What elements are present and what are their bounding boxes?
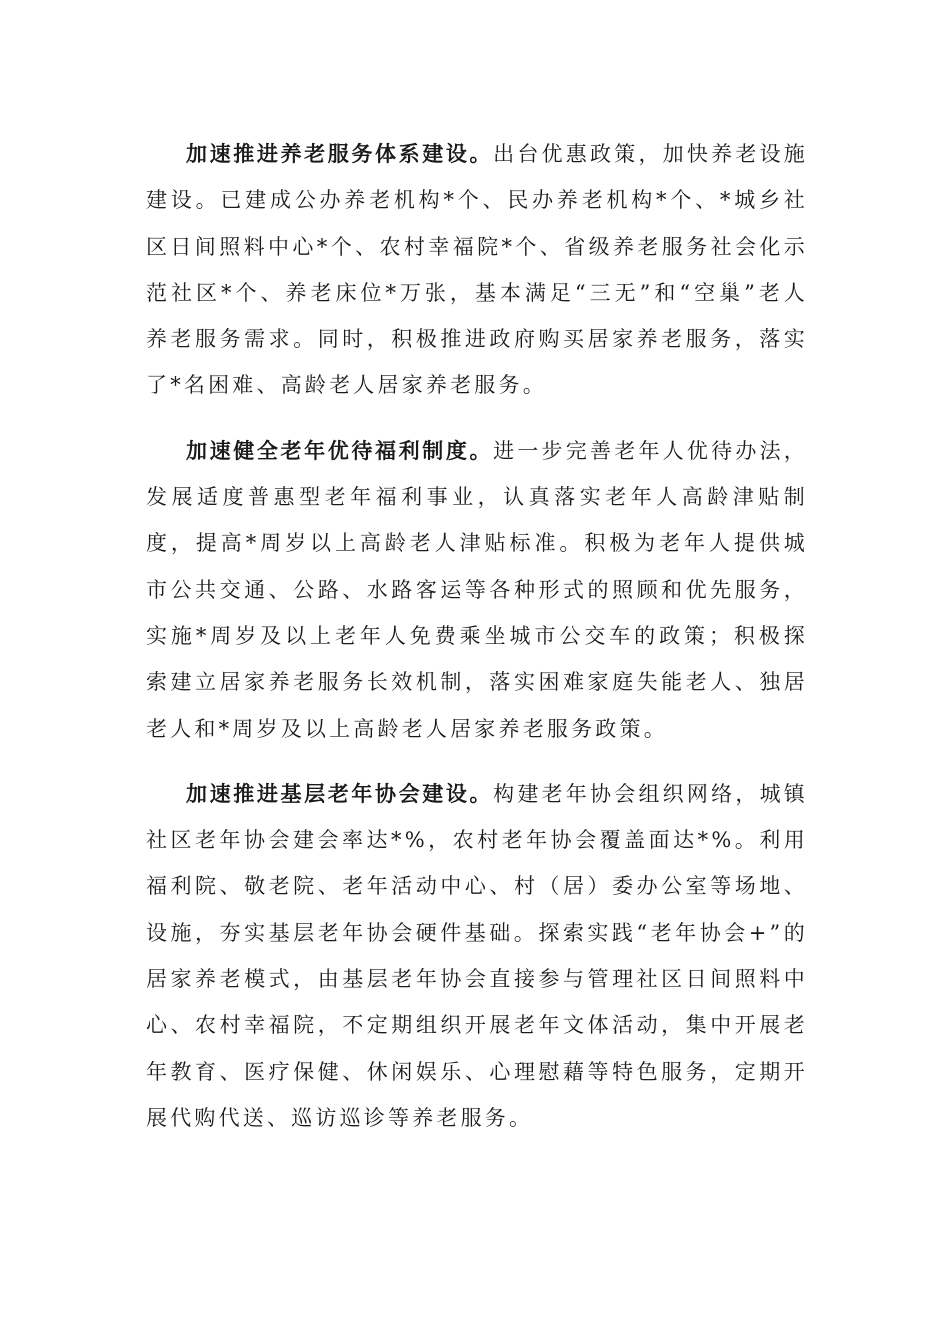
- paragraph-body: 构建老年协会组织网络，城镇社区老年协会建会率达*%，农村老年协会覆盖面达*%。利用福利院、敬老院、老年活动中心、村（居）委办公室等场地、设施，夯实基层老年协会硬件基础。探索实践“老年协会+”的居家养老模式，由基层老年协会直接参与管理社区日间照料中心、农村幸福院，不定期组织开展老年文体活动，集中开展老年教育、医疗保健、休闲娱乐、心理慰藉等特色服务，定期开展代购代送、巡访巡诊等养老服务。: [146, 781, 808, 1130]
- document-page: [146, 131, 808, 1160]
- paragraph-elderly-association: [146, 771, 808, 1141]
- paragraph-body: 出台优惠政策，加快养老设施建设。已建成公办养老机构*个、民办养老机构*个、*城乡社区日间照料中心*个、农村幸福院*个、省级养老服务社会化示范社区*个、养老床位*万张，基本满足“三无”和“空巢”老人养老服务需求。同时，积极推进政府购买居家养老服务，落实了*名困难、高龄老人居家养老服务。: [146, 142, 808, 398]
- paragraph-heading: 加速健全老年优待福利制度。: [186, 438, 494, 463]
- paragraph-heading: 加速推进基层老年协会建设。: [186, 781, 494, 806]
- paragraph-heading: 加速推进养老服务体系建设。: [186, 142, 494, 166]
- paragraph-elderly-service-system: [146, 131, 808, 409]
- paragraph-body: 进一步完善老年人优待办法，发展适度普惠型老年福利事业，认真落实老年人高龄津贴制度，提高*周岁以上高龄老人津贴标准。积极为老年人提供城市公共交通、公路、水路客运等各种形式的照顾和优先服务，实施*周岁及以上老年人免费乘坐城市公交车的政策；积极探索建立居家养老服务长效机制，落实困难家庭失能老人、独居老人和*周岁及以上高龄老人居家养老服务政策。: [146, 438, 808, 741]
- paragraph-elderly-welfare: [146, 428, 808, 752]
